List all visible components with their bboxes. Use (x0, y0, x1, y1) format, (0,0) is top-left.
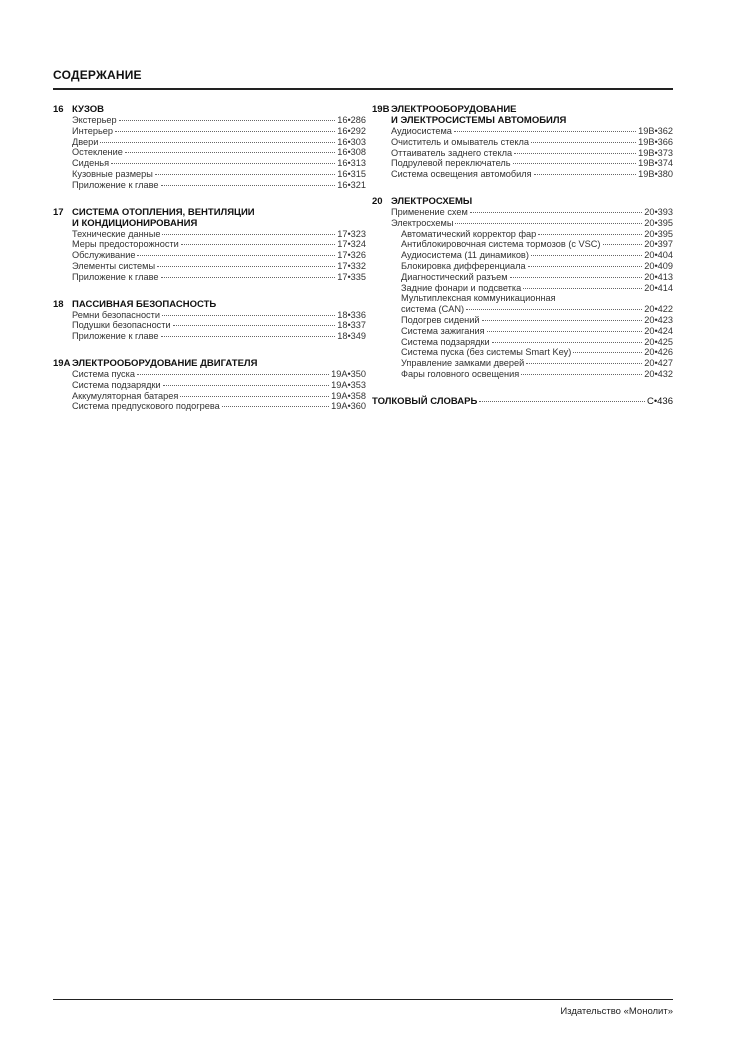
toc-section (53, 207, 366, 283)
dot-leader (162, 234, 335, 235)
toc-entry-label: Подогрев сидений (401, 314, 480, 325)
toc-entry-page: 20•413 (644, 271, 673, 282)
toc-entry[interactable] (72, 391, 366, 402)
toc-entry[interactable] (391, 218, 673, 229)
toc-entry[interactable] (391, 326, 673, 337)
toc-entry-label: Приложение к главе (72, 179, 159, 190)
toc-entry[interactable] (391, 137, 673, 148)
dot-leader (538, 234, 642, 235)
toc-entry-label: Диагностический разъем (401, 271, 508, 282)
dot-leader (100, 142, 335, 143)
dot-leader (523, 288, 642, 289)
toc-entry[interactable] (391, 126, 673, 137)
toc-entry-label-line: Мультиплексная коммуникационная (401, 293, 556, 304)
toc-entry-page: 20•414 (644, 282, 673, 293)
dot-leader (115, 131, 335, 132)
dot-leader (155, 174, 335, 175)
section-title-line: ПАССИВНАЯ БЕЗОПАСНОСТЬ (72, 298, 217, 310)
dot-leader (161, 277, 336, 278)
section-title-line: ЭЛЕКТРООБОРУДОВАНИЕ (391, 104, 517, 115)
dot-leader (125, 152, 335, 153)
toc-section (53, 299, 366, 342)
toc-entry-page: 16•286 (337, 115, 366, 125)
toc-entry-label: Экстерьер (72, 115, 117, 125)
toc-entry[interactable] (72, 239, 366, 250)
toc-entry[interactable] (391, 158, 673, 169)
section-title-line: ЭЛЕКТРООБОРУДОВАНИЕ ДВИГАТЕЛЯ (72, 357, 258, 369)
toc-entry[interactable] (391, 229, 673, 240)
section-title (72, 104, 366, 115)
dot-leader (521, 374, 642, 375)
dot-leader (492, 342, 643, 343)
toc-section (372, 196, 673, 380)
toc-entry-label: Очиститель и омыватель стекла (391, 136, 530, 147)
dot-leader (531, 142, 636, 143)
toc-entry-page: 16•313 (337, 158, 366, 169)
footer-rule (53, 999, 673, 1000)
dot-leader (180, 396, 329, 397)
toc-entry-page: 17•326 (337, 250, 366, 261)
toc-entry[interactable] (391, 283, 673, 294)
toc-entry-page: 19B•366 (638, 136, 673, 147)
toc-entry-label: Приложение к главе (72, 331, 159, 342)
toc-entry-page: 19A•350 (331, 368, 366, 379)
dot-leader (454, 131, 636, 132)
toc-entry-page: 16•315 (337, 168, 366, 179)
toc-entry-label: Интерьер (72, 125, 114, 136)
toc-entry[interactable] (391, 261, 673, 272)
section-number: 19A (53, 357, 71, 369)
toc-entry-label: Технические данные (72, 228, 161, 239)
dot-leader (137, 255, 335, 256)
toc-entry-page: 19B•362 (638, 126, 673, 136)
toc-entry-label: Обслуживание (72, 250, 136, 261)
dot-leader (161, 185, 336, 186)
section-title (391, 104, 673, 126)
toc-entry-label: Аккумуляторная батарея (72, 390, 179, 401)
toc-entry-label: Подушки безопасности (72, 320, 171, 331)
toc-entry-label: Меры предосторожности (72, 239, 179, 250)
section-number: 20 (372, 195, 383, 207)
section-heading (53, 358, 366, 369)
toc-right-column (372, 104, 673, 407)
toc-entry-label: Система зажигания (401, 325, 485, 336)
dot-leader (526, 363, 642, 364)
toc-entry-label: Аудиосистема (391, 126, 452, 136)
section-title (72, 207, 366, 229)
dot-leader (181, 244, 335, 245)
dot-leader (603, 244, 643, 245)
section-title (72, 358, 366, 369)
dot-leader (137, 374, 329, 375)
toc-entry-page: 18•337 (337, 320, 366, 331)
toc-entry-page: 20•393 (644, 206, 673, 217)
toc-entry-label: Антиблокировочная система тормозов (с VSC) (401, 239, 601, 250)
toc-entry[interactable] (72, 310, 366, 321)
toc-entry[interactable] (72, 158, 366, 169)
toc-entry[interactable] (391, 315, 673, 326)
toc-entry[interactable] (391, 358, 673, 369)
toc-entry[interactable] (391, 347, 673, 358)
toc-section (53, 358, 366, 412)
toc-entry-label: Фары головного освещения (401, 368, 520, 379)
page-title: СОДЕРЖАНИЕ (53, 68, 142, 82)
toc-entry-page: 20•422 (644, 304, 673, 315)
section-title (391, 196, 673, 207)
toc-section (372, 104, 673, 180)
section-number: 18 (53, 298, 64, 310)
toc-entry-page: 20•424 (644, 325, 673, 336)
publisher-footer: Издательство «Монолит» (560, 1006, 673, 1017)
dot-leader (534, 174, 636, 175)
glossary-label: ТОЛКОВЫЙ СЛОВАРЬ (372, 395, 478, 407)
toc-entry-label: Система пуска (без системы Smart Key) (401, 347, 572, 358)
toc-entry-label: Электросхемы (391, 217, 454, 228)
section-title (72, 299, 366, 310)
toc-entry-label: Система пуска (72, 368, 135, 379)
dot-leader (510, 277, 643, 278)
dot-leader (528, 266, 643, 267)
toc-entry-page: 20•432 (644, 368, 673, 379)
dot-leader (455, 223, 642, 224)
toc-entry-label: Система предпускового подогрева (72, 401, 220, 412)
toc-entry-glossary[interactable] (372, 396, 673, 407)
toc-section (53, 104, 366, 191)
section-title-line: И КОНДИЦИОНИРОВАНИЯ (72, 217, 198, 229)
toc-entry[interactable] (72, 380, 366, 391)
toc-entry-label: Сиденья (72, 158, 110, 169)
header-rule (53, 88, 673, 90)
toc-entry-label: Остекление (72, 147, 123, 158)
toc-entry[interactable] (72, 261, 366, 272)
toc-entry-page: 18•336 (337, 309, 366, 320)
toc-entry-page: 20•426 (644, 347, 673, 358)
toc-entry[interactable] (72, 115, 366, 126)
dot-leader (482, 320, 643, 321)
toc-entry-label: Ремни безопасности (72, 309, 160, 320)
section-items (372, 207, 673, 380)
toc-entry-page: 20•427 (644, 358, 673, 369)
toc-entry-page: 19A•360 (331, 401, 366, 412)
toc-entry[interactable] (72, 369, 366, 380)
toc-entry-page: 20•409 (644, 260, 673, 271)
toc-entry[interactable] (391, 337, 673, 348)
glossary-page: С•436 (646, 395, 673, 407)
toc-entry[interactable] (72, 320, 366, 331)
toc-entry-page: 16•303 (337, 136, 366, 147)
toc-entry-page: 19B•380 (638, 169, 673, 180)
section-items (53, 369, 366, 412)
toc-entry-label: Аудиосистема (11 динамиков) (401, 250, 529, 261)
toc-entry-label: Двери (72, 136, 99, 147)
section-title-line: И ЭЛЕКТРОСИСТЕМЫ АВТОМОБИЛЯ (391, 115, 567, 126)
section-heading (53, 104, 366, 115)
section-items (53, 115, 366, 191)
toc-entry[interactable] (391, 207, 673, 218)
toc-entry[interactable] (391, 239, 673, 250)
dot-leader (513, 163, 637, 164)
toc-entry-page: 19A•353 (331, 379, 366, 390)
toc-entry-page: 17•335 (337, 271, 366, 282)
dot-leader (157, 266, 335, 267)
dot-leader (163, 385, 329, 386)
dot-leader (111, 163, 335, 164)
toc-entry-label: Блокировка дифференциала (401, 260, 526, 271)
toc-entry-label: Элементы системы (72, 260, 156, 271)
dot-leader (161, 336, 336, 337)
toc-entry-page: 17•332 (337, 260, 366, 271)
toc-entry[interactable] (72, 147, 366, 158)
toc-entry-label: Задние фонари и подсветка (401, 282, 522, 293)
toc-entry-page: 16•308 (337, 147, 366, 158)
toc-entry-label: система (CAN) (401, 304, 465, 315)
toc-entry[interactable] (391, 304, 673, 315)
toc-entry-page: 17•324 (337, 239, 366, 250)
toc-entry-page: 19B•374 (638, 158, 673, 169)
section-title-line: КУЗОВ (72, 104, 105, 115)
section-heading (372, 196, 673, 207)
toc-entry-label: Подрулевой переключатель (391, 158, 511, 169)
toc-entry-label: Система освещения автомобиля (391, 169, 532, 180)
dot-leader (573, 352, 642, 353)
dot-leader (479, 401, 645, 402)
toc-entry[interactable] (72, 180, 366, 191)
section-title-line: СИСТЕМА ОТОПЛЕНИЯ, ВЕНТИЛЯЦИИ (72, 206, 255, 218)
toc-entry-page: 20•397 (644, 239, 673, 250)
toc-entry-page: 20•423 (644, 314, 673, 325)
section-items (372, 126, 673, 180)
toc-entry[interactable] (391, 272, 673, 283)
toc-entry-page: 20•395 (644, 217, 673, 228)
toc-entry[interactable] (72, 229, 366, 240)
toc-entry-page: 17•323 (337, 228, 366, 239)
toc-entry[interactable] (391, 169, 673, 180)
toc-entry-page: 16•292 (337, 125, 366, 136)
toc-entry-page: 20•404 (644, 250, 673, 261)
toc-entry-page: 19B•373 (638, 147, 673, 158)
toc-entry-label: Приложение к главе (72, 271, 159, 282)
toc-entry-page: 16•321 (337, 179, 366, 190)
toc-entry[interactable] (391, 250, 673, 261)
dot-leader (470, 212, 642, 213)
section-number: 16 (53, 104, 64, 115)
toc-entry[interactable] (72, 331, 366, 342)
section-items (53, 310, 366, 342)
toc-entry-label: Управление замками дверей (401, 358, 525, 369)
toc-entry-page: 20•395 (644, 228, 673, 239)
dot-leader (531, 255, 642, 256)
dot-leader (466, 309, 642, 310)
dot-leader (487, 331, 643, 332)
section-number: 19B (372, 104, 390, 115)
toc-entry[interactable] (72, 126, 366, 137)
dot-leader (222, 406, 329, 407)
dot-leader (514, 153, 636, 154)
toc-entry[interactable] (391, 148, 673, 159)
toc-entry[interactable] (72, 169, 366, 180)
toc-entry[interactable] (72, 401, 366, 412)
section-title-line: ЭЛЕКТРОСХЕМЫ (391, 195, 473, 207)
section-heading (53, 207, 366, 229)
toc-entry[interactable] (72, 137, 366, 148)
toc-entry-page: 19A•358 (331, 390, 366, 401)
section-number: 17 (53, 206, 64, 218)
section-heading (372, 104, 673, 126)
toc-entry-label: Система подзарядки (72, 379, 161, 390)
dot-leader (119, 120, 336, 121)
toc-entry-page: 18•349 (337, 331, 366, 342)
toc-left-column (53, 104, 366, 428)
toc-entry[interactable] (391, 369, 673, 380)
section-items (53, 229, 366, 283)
toc-entry-label: Оттаиватель заднего стекла (391, 147, 513, 158)
toc-entry-label: Применение схем (391, 206, 468, 217)
dot-leader (173, 325, 336, 326)
dot-leader (162, 315, 335, 316)
section-heading (53, 299, 366, 310)
toc-entry[interactable] (72, 250, 366, 261)
toc-entry-label: Автоматический корректор фар (401, 228, 537, 239)
toc-entry-page: 20•425 (644, 336, 673, 347)
toc-entry-label: Кузовные размеры (72, 168, 153, 179)
toc-entry-label: Система подзарядки (401, 336, 490, 347)
toc-entry[interactable] (72, 272, 366, 283)
